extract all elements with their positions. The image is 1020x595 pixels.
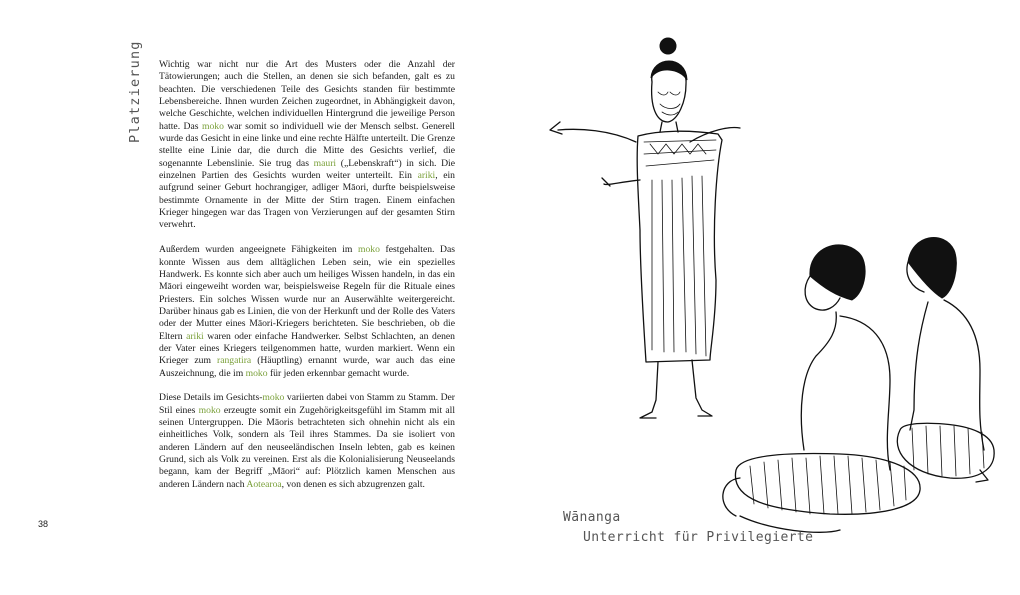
highlighted-term: ariki xyxy=(417,170,436,182)
illustration-teaching-scene xyxy=(540,30,1010,550)
highlighted-term: moko xyxy=(262,392,285,404)
seated-listener-left xyxy=(723,245,920,532)
seated-listener-right xyxy=(897,238,994,483)
text-run: , ein aufgrund seiner Geburt hochrangiger, adliger Māori, durfte beispielsweise bestimmte Ornamente in der Mitte der Stirn tragen. Einem einfachen Krieger hingegen war das Tragen von Verzierungen auf der gesamten Stirn verwehrt. xyxy=(159,170,455,231)
text-run: , von denen es sich abzugrenzen galt. xyxy=(281,478,425,490)
highlighted-term: ariki xyxy=(186,330,204,342)
highlighted-term: rangatira xyxy=(217,355,252,367)
text-run: für jeden erkennbar gemacht wurde. xyxy=(267,367,410,379)
text-run: („Lebenskraft“) in sich. Die einzelnen Partien des Gesichts wurden weiter unterteilt. Ein xyxy=(159,157,455,182)
text-run: erzeugte somit ein Zugehörigkeitsgefühl im Stamm mit all seinen Untergruppen. Die Māoris betrachteten sich ohnehin nicht als ein einheitliches Volk, sondern als Teil ihres Stammes. Da sie isoliert von anderen Ländern auf den neuseeländischen Inseln lebten, gab es keinen Grund, sich als Volk zu vereinen. Erst als die Kolonialisierung Neuseelands begann, kam der Begriff „Māori“ auf: Plötzlich kamen Menschen aus anderen Ländern nach xyxy=(159,404,455,490)
line-drawing xyxy=(540,30,1010,550)
illustration-caption-title: Wānanga xyxy=(563,510,621,525)
illustration-caption-subtitle: Unterricht für Privilegierte xyxy=(583,530,814,545)
text-run: variierten dabei von Stamm zu Stamm. Der Stil eines xyxy=(159,392,455,416)
text-run: festgehalten. Das konnte Wissen aus dem alltäglichen Leben sein, wie ein spezielles Handwerk. Es konnte sich aber auch um heiliges Wissen handeln, in das ein Māori eingeweiht worden war, beispielsweise Regeln für die Rituale eines Priesters. Ein solches Wissen wurde nur an Auserwählte weitergereicht. Darüber hinaus gab es Linien, die von der Herkunft und der Rolle des Vaters oder der Mutter eines Māori-Kriegers berichteten. Sie beschrieben, ob die Eltern xyxy=(159,244,455,342)
text-run: waren oder einfache Handwerker. Selbst Schlachten, an denen der Vater eines Kriegers teilgenommen hatte, wurden markiert. Wenn ein Krieger zum xyxy=(159,330,455,367)
body-paragraph xyxy=(159,244,455,380)
highlighted-term: mauri xyxy=(313,157,337,169)
section-heading-vertical: Platzierung xyxy=(127,40,143,144)
body-text xyxy=(159,59,455,503)
text-run: (Häuptling) ernannt wurde, war auch das eine Auszeichnung, die im xyxy=(159,355,455,379)
highlighted-term: Aotearoa xyxy=(246,478,282,490)
text-run: Diese Details im Gesichts- xyxy=(159,392,263,404)
page-number: 38 xyxy=(38,519,49,529)
text-run: Außerdem wurden angeeignete Fähigkeiten im xyxy=(159,244,358,256)
highlighted-term: moko xyxy=(198,404,221,416)
body-paragraph xyxy=(159,392,455,491)
text-run: war somit so individuell wie der Mensch selbst. Generell wurde das Gesicht in eine linke und eine rechte Hälfte unterteilt. Die Grenze stellte eine Linie dar, die durch die Mitte des Gesichts verlief, die sogenannte Lebenslinie. Sie trug das xyxy=(159,120,455,169)
highlighted-term: moko xyxy=(201,120,224,132)
standing-teacher-figure xyxy=(550,38,740,418)
highlighted-term: moko xyxy=(245,367,268,379)
text-run: Wichtig war nicht nur die Art des Musters oder die Anzahl der Tätowierungen; auch die Stellen, an denen sie sich befanden, galt es zu beachten. Die verschiedenen Teile des Gesichts standen für bestimmte Lebensbereiche. Ihnen wurden Zeichen zugeordnet, in Abhängigkeit davon, welche Geschichte, welchen individuellen Hintergrund die jeweilige Person hatte. Das xyxy=(159,59,455,132)
body-paragraph xyxy=(159,59,455,232)
highlighted-term: moko xyxy=(358,244,380,256)
